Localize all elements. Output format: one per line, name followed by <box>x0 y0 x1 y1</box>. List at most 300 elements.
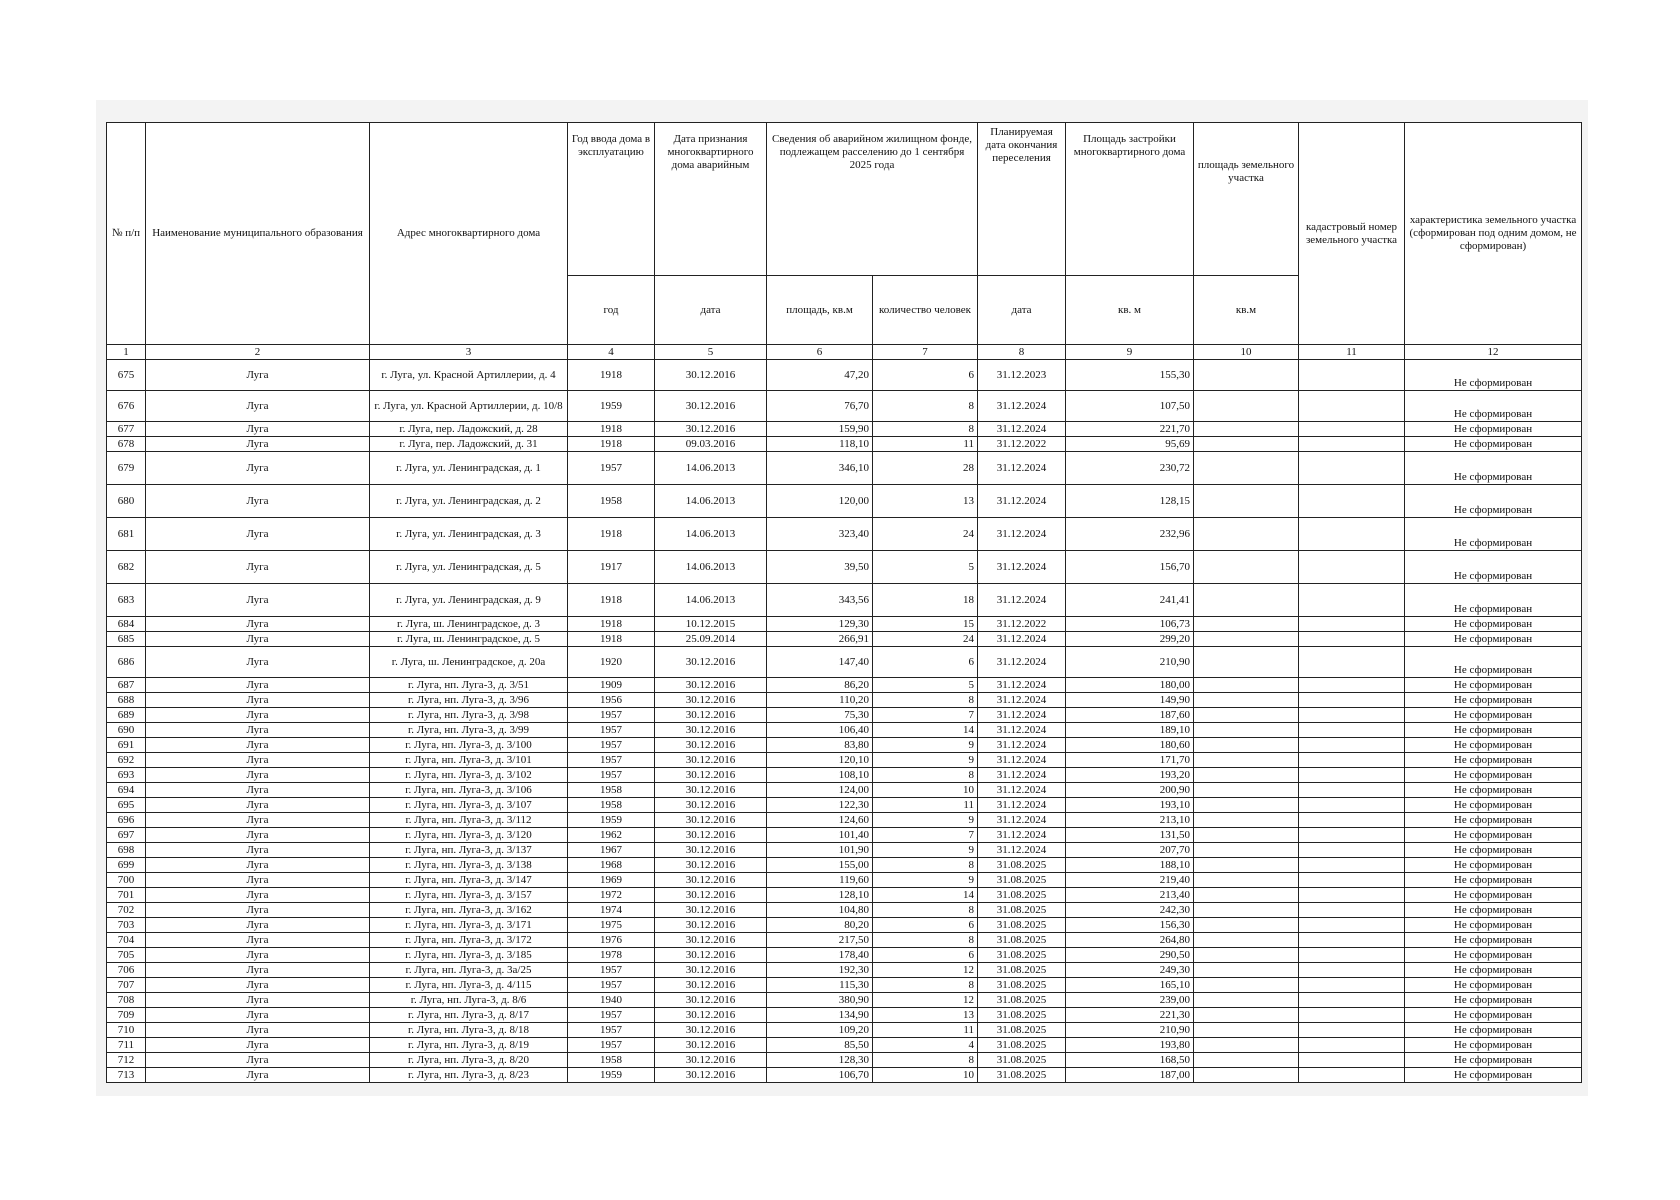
table-header <box>107 123 1582 360</box>
area-cell: 110,20 <box>767 693 873 708</box>
cadastral-number-cell <box>1299 948 1405 963</box>
emergency-date-cell: 30.12.2016 <box>655 678 767 693</box>
municipality-cell: Луга <box>146 828 370 843</box>
emergency-date-cell: 30.12.2016 <box>655 1053 767 1068</box>
people-count-cell: 8 <box>873 768 978 783</box>
people-count-cell: 12 <box>873 993 978 1008</box>
cadastral-number-cell <box>1299 843 1405 858</box>
municipality-cell: Луга <box>146 551 370 584</box>
area-cell: 83,80 <box>767 738 873 753</box>
municipality-cell: Луга <box>146 452 370 485</box>
emergency-date-cell: 14.06.2013 <box>655 485 767 518</box>
emergency-date-cell: 30.12.2016 <box>655 948 767 963</box>
area-cell: 266,91 <box>767 632 873 647</box>
area-cell: 129,30 <box>767 617 873 632</box>
area-cell: 120,00 <box>767 485 873 518</box>
address-cell: г. Луга, нп. Луга-3, д. 3/99 <box>370 723 568 738</box>
land-area-cell <box>1194 843 1299 858</box>
row-number-cell: 696 <box>107 813 146 828</box>
table-row <box>107 948 1582 963</box>
people-count-cell: 8 <box>873 391 978 422</box>
municipality-cell: Луга <box>146 723 370 738</box>
resettlement-date-cell: 31.12.2024 <box>978 753 1066 768</box>
people-count-cell: 6 <box>873 360 978 391</box>
land-status-cell: Не сформирован <box>1405 485 1582 518</box>
row-number-cell: 681 <box>107 518 146 551</box>
row-number-cell: 685 <box>107 632 146 647</box>
address-cell: г. Луга, нп. Луга-3, д. 3а/25 <box>370 963 568 978</box>
year-built-cell: 1956 <box>568 693 655 708</box>
building-area-cell: 193,10 <box>1066 798 1194 813</box>
table-row <box>107 888 1582 903</box>
cadastral-number-cell <box>1299 858 1405 873</box>
resettlement-date-cell: 31.12.2024 <box>978 798 1066 813</box>
building-area-cell: 106,73 <box>1066 617 1194 632</box>
table-row <box>107 452 1582 485</box>
row-number-cell: 706 <box>107 963 146 978</box>
address-cell: г. Луга, пер. Ладожский, д. 28 <box>370 422 568 437</box>
cadastral-number-cell <box>1299 584 1405 617</box>
area-cell: 128,30 <box>767 1053 873 1068</box>
address-cell: г. Луга, нп. Луга-3, д. 3/138 <box>370 858 568 873</box>
year-built-cell: 1976 <box>568 933 655 948</box>
year-built-cell: 1957 <box>568 452 655 485</box>
resettlement-date-cell: 31.08.2025 <box>978 918 1066 933</box>
municipality-cell: Луга <box>146 437 370 452</box>
resettlement-date-cell: 31.12.2024 <box>978 452 1066 485</box>
building-area-cell: 107,50 <box>1066 391 1194 422</box>
resettlement-date-cell: 31.12.2024 <box>978 391 1066 422</box>
land-area-cell <box>1194 978 1299 993</box>
municipality-cell: Луга <box>146 813 370 828</box>
cadastral-number-cell <box>1299 753 1405 768</box>
people-count-cell: 6 <box>873 948 978 963</box>
address-cell: г. Луга, ул. Ленинградская, д. 5 <box>370 551 568 584</box>
emergency-date-cell: 30.12.2016 <box>655 422 767 437</box>
building-area-cell: 193,80 <box>1066 1038 1194 1053</box>
row-number-cell: 676 <box>107 391 146 422</box>
land-status-cell: Не сформирован <box>1405 647 1582 678</box>
land-area-cell <box>1194 948 1299 963</box>
year-built-cell: 1968 <box>568 858 655 873</box>
row-number-cell: 700 <box>107 873 146 888</box>
land-area-cell <box>1194 693 1299 708</box>
people-count-cell: 8 <box>873 1053 978 1068</box>
people-count-cell: 8 <box>873 858 978 873</box>
emergency-date-cell: 30.12.2016 <box>655 978 767 993</box>
land-status-cell: Не сформирован <box>1405 1068 1582 1083</box>
land-status-cell: Не сформирован <box>1405 873 1582 888</box>
table-row <box>107 1038 1582 1053</box>
land-status-cell: Не сформирован <box>1405 708 1582 723</box>
land-status-cell: Не сформирован <box>1405 843 1582 858</box>
building-area-cell: 241,41 <box>1066 584 1194 617</box>
land-status-cell: Не сформирован <box>1405 391 1582 422</box>
people-count-cell: 15 <box>873 617 978 632</box>
resettlement-date-cell: 31.12.2024 <box>978 738 1066 753</box>
row-number-cell: 707 <box>107 978 146 993</box>
row-number-cell: 688 <box>107 693 146 708</box>
resettlement-date-cell: 31.08.2025 <box>978 858 1066 873</box>
cadastral-number-cell <box>1299 551 1405 584</box>
land-status-cell: Не сформирован <box>1405 828 1582 843</box>
building-area-cell: 149,90 <box>1066 693 1194 708</box>
year-built-cell: 1940 <box>568 993 655 1008</box>
row-number-cell: 698 <box>107 843 146 858</box>
building-area-cell: 221,70 <box>1066 422 1194 437</box>
table-row <box>107 693 1582 708</box>
table-row <box>107 813 1582 828</box>
row-number-cell: 695 <box>107 798 146 813</box>
municipality-cell: Луга <box>146 738 370 753</box>
people-count-cell: 11 <box>873 437 978 452</box>
land-area-cell <box>1194 768 1299 783</box>
cadastral-number-cell <box>1299 518 1405 551</box>
resettlement-date-cell: 31.12.2024 <box>978 723 1066 738</box>
municipality-cell: Луга <box>146 693 370 708</box>
people-count-cell: 8 <box>873 903 978 918</box>
row-number-cell: 686 <box>107 647 146 678</box>
land-status-cell: Не сформирован <box>1405 452 1582 485</box>
land-area-cell <box>1194 888 1299 903</box>
table-row <box>107 1053 1582 1068</box>
area-cell: 115,30 <box>767 978 873 993</box>
address-cell: г. Луга, нп. Луга-3, д. 8/20 <box>370 1053 568 1068</box>
resettlement-date-cell: 31.08.2025 <box>978 933 1066 948</box>
cadastral-number-cell <box>1299 422 1405 437</box>
municipality-cell: Луга <box>146 1008 370 1023</box>
municipality-cell: Луга <box>146 518 370 551</box>
cadastral-number-cell <box>1299 783 1405 798</box>
resettlement-date-cell: 31.08.2025 <box>978 948 1066 963</box>
people-count-cell: 14 <box>873 888 978 903</box>
land-status-cell: Не сформирован <box>1405 903 1582 918</box>
building-area-cell: 180,60 <box>1066 738 1194 753</box>
address-cell: г. Луга, нп. Луга-3, д. 3/98 <box>370 708 568 723</box>
resettlement-date-cell: 31.08.2025 <box>978 1068 1066 1083</box>
municipality-cell: Луга <box>146 948 370 963</box>
people-count-cell: 9 <box>873 873 978 888</box>
address-cell: г. Луга, нп. Луга-3, д. 3/120 <box>370 828 568 843</box>
area-cell: 178,40 <box>767 948 873 963</box>
emergency-date-cell: 30.12.2016 <box>655 647 767 678</box>
row-number-cell: 699 <box>107 858 146 873</box>
emergency-date-cell: 25.09.2014 <box>655 632 767 647</box>
resettlement-date-cell: 31.08.2025 <box>978 888 1066 903</box>
land-status-cell: Не сформирован <box>1405 978 1582 993</box>
people-count-cell: 8 <box>873 978 978 993</box>
land-status-cell: Не сформирован <box>1405 753 1582 768</box>
land-area-cell <box>1194 485 1299 518</box>
row-number-cell: 705 <box>107 948 146 963</box>
year-built-cell: 1958 <box>568 783 655 798</box>
row-number-cell: 689 <box>107 708 146 723</box>
year-built-cell: 1957 <box>568 963 655 978</box>
people-count-cell: 24 <box>873 632 978 647</box>
address-cell: г. Луга, ул. Ленинградская, д. 1 <box>370 452 568 485</box>
land-area-cell <box>1194 918 1299 933</box>
land-status-cell: Не сформирован <box>1405 723 1582 738</box>
building-area-cell: 188,10 <box>1066 858 1194 873</box>
table-row <box>107 843 1582 858</box>
land-area-cell <box>1194 617 1299 632</box>
area-cell: 192,30 <box>767 963 873 978</box>
table-row <box>107 422 1582 437</box>
column-number: 5 <box>655 345 767 360</box>
table-row <box>107 708 1582 723</box>
address-cell: г. Луга, нп. Луга-3, д. 8/19 <box>370 1038 568 1053</box>
land-status-cell: Не сформирован <box>1405 933 1582 948</box>
people-count-cell: 6 <box>873 918 978 933</box>
emergency-date-cell: 30.12.2016 <box>655 888 767 903</box>
year-built-cell: 1959 <box>568 1068 655 1083</box>
people-count-cell: 13 <box>873 1008 978 1023</box>
people-count-cell: 7 <box>873 708 978 723</box>
people-count-cell: 9 <box>873 843 978 858</box>
subheader-area: площадь, кв.м <box>767 276 873 345</box>
cadastral-number-cell <box>1299 918 1405 933</box>
building-area-cell: 156,30 <box>1066 918 1194 933</box>
address-cell: г. Луга, ул. Ленинградская, д. 9 <box>370 584 568 617</box>
municipality-cell: Луга <box>146 873 370 888</box>
area-cell: 86,20 <box>767 678 873 693</box>
row-number-cell: 712 <box>107 1053 146 1068</box>
building-area-cell: 128,15 <box>1066 485 1194 518</box>
table-row <box>107 933 1582 948</box>
municipality-cell: Луга <box>146 678 370 693</box>
year-built-cell: 1917 <box>568 551 655 584</box>
resettlement-date-cell: 31.12.2024 <box>978 551 1066 584</box>
table-row <box>107 918 1582 933</box>
building-area-cell: 155,30 <box>1066 360 1194 391</box>
year-built-cell: 1918 <box>568 422 655 437</box>
row-number-cell: 711 <box>107 1038 146 1053</box>
row-number-cell: 679 <box>107 452 146 485</box>
table-row <box>107 738 1582 753</box>
table-row <box>107 617 1582 632</box>
municipality-cell: Луга <box>146 978 370 993</box>
land-area-cell <box>1194 678 1299 693</box>
year-built-cell: 1957 <box>568 1023 655 1038</box>
year-built-cell: 1957 <box>568 708 655 723</box>
people-count-cell: 24 <box>873 518 978 551</box>
row-number-cell: 680 <box>107 485 146 518</box>
land-status-cell: Не сформирован <box>1405 518 1582 551</box>
land-status-cell: Не сформирован <box>1405 1053 1582 1068</box>
emergency-date-cell: 30.12.2016 <box>655 768 767 783</box>
emergency-date-cell: 14.06.2013 <box>655 584 767 617</box>
area-cell: 323,40 <box>767 518 873 551</box>
building-area-cell: 299,20 <box>1066 632 1194 647</box>
municipality-cell: Луга <box>146 993 370 1008</box>
year-built-cell: 1909 <box>568 678 655 693</box>
address-cell: г. Луга, нп. Луга-3, д. 8/18 <box>370 1023 568 1038</box>
building-area-cell: 210,90 <box>1066 1023 1194 1038</box>
people-count-cell: 9 <box>873 738 978 753</box>
year-built-cell: 1978 <box>568 948 655 963</box>
address-cell: г. Луга, ул. Красной Артиллерии, д. 4 <box>370 360 568 391</box>
address-cell: г. Луга, нп. Луга-3, д. 8/23 <box>370 1068 568 1083</box>
year-built-cell: 1957 <box>568 978 655 993</box>
year-built-cell: 1959 <box>568 391 655 422</box>
area-cell: 380,90 <box>767 993 873 1008</box>
resettlement-date-cell: 31.12.2024 <box>978 783 1066 798</box>
resettlement-date-cell: 31.12.2024 <box>978 843 1066 858</box>
emergency-date-cell: 30.12.2016 <box>655 828 767 843</box>
municipality-cell: Луга <box>146 1053 370 1068</box>
people-count-cell: 8 <box>873 933 978 948</box>
building-area-cell: 207,70 <box>1066 843 1194 858</box>
people-count-cell: 8 <box>873 693 978 708</box>
land-status-cell: Не сформирован <box>1405 360 1582 391</box>
emergency-date-cell: 30.12.2016 <box>655 723 767 738</box>
area-cell: 120,10 <box>767 753 873 768</box>
area-cell: 85,50 <box>767 1038 873 1053</box>
land-area-cell <box>1194 873 1299 888</box>
row-number-cell: 693 <box>107 768 146 783</box>
header-emergency-date: Дата признания многоквартирного дома аварийным <box>655 123 767 276</box>
land-status-cell: Не сформирован <box>1405 813 1582 828</box>
people-count-cell: 6 <box>873 647 978 678</box>
address-cell: г. Луга, нп. Луга-3, д. 3/102 <box>370 768 568 783</box>
municipality-cell: Луга <box>146 617 370 632</box>
land-area-cell <box>1194 798 1299 813</box>
resettlement-date-cell: 31.08.2025 <box>978 873 1066 888</box>
land-status-cell: Не сформирован <box>1405 437 1582 452</box>
row-number-cell: 697 <box>107 828 146 843</box>
area-cell: 124,00 <box>767 783 873 798</box>
header-address: Адрес многоквартирного дома <box>370 123 568 345</box>
area-cell: 119,60 <box>767 873 873 888</box>
year-built-cell: 1975 <box>568 918 655 933</box>
building-area-cell: 165,10 <box>1066 978 1194 993</box>
emergency-date-cell: 30.12.2016 <box>655 783 767 798</box>
land-area-cell <box>1194 551 1299 584</box>
resettlement-date-cell: 31.12.2024 <box>978 813 1066 828</box>
emergency-date-cell: 30.12.2016 <box>655 933 767 948</box>
emergency-date-cell: 30.12.2016 <box>655 798 767 813</box>
area-cell: 101,90 <box>767 843 873 858</box>
subheader-date: дата <box>655 276 767 345</box>
resettlement-date-cell: 31.08.2025 <box>978 1038 1066 1053</box>
cadastral-number-cell <box>1299 798 1405 813</box>
row-number-cell: 692 <box>107 753 146 768</box>
address-cell: г. Луга, ул. Ленинградская, д. 3 <box>370 518 568 551</box>
address-cell: г. Луга, нп. Луга-3, д. 3/96 <box>370 693 568 708</box>
table-row <box>107 678 1582 693</box>
header-emergency-fund: Сведения об аварийном жилищном фонде, подлежащем расселению до 1 сентября 2025 года <box>767 123 978 276</box>
address-cell: г. Луга, ш. Ленинградское, д. 3 <box>370 617 568 632</box>
land-area-cell <box>1194 647 1299 678</box>
land-status-cell: Не сформирован <box>1405 551 1582 584</box>
land-area-cell <box>1194 903 1299 918</box>
resettlement-date-cell: 31.08.2025 <box>978 963 1066 978</box>
land-status-cell: Не сформирован <box>1405 948 1582 963</box>
row-number-cell: 690 <box>107 723 146 738</box>
land-area-cell <box>1194 993 1299 1008</box>
address-cell: г. Луга, пер. Ладожский, д. 31 <box>370 437 568 452</box>
row-number-cell: 687 <box>107 678 146 693</box>
column-number: 4 <box>568 345 655 360</box>
column-number: 11 <box>1299 345 1405 360</box>
emergency-date-cell: 30.12.2016 <box>655 738 767 753</box>
people-count-cell: 11 <box>873 798 978 813</box>
area-cell: 101,40 <box>767 828 873 843</box>
area-cell: 122,30 <box>767 798 873 813</box>
building-area-cell: 180,00 <box>1066 678 1194 693</box>
cadastral-number-cell <box>1299 933 1405 948</box>
address-cell: г. Луга, ул. Ленинградская, д. 2 <box>370 485 568 518</box>
table-row <box>107 978 1582 993</box>
cadastral-number-cell <box>1299 437 1405 452</box>
building-area-cell: 187,00 <box>1066 1068 1194 1083</box>
table-row <box>107 873 1582 888</box>
land-area-cell <box>1194 1068 1299 1083</box>
land-status-cell: Не сформирован <box>1405 584 1582 617</box>
municipality-cell: Луга <box>146 918 370 933</box>
people-count-cell: 7 <box>873 828 978 843</box>
address-cell: г. Луга, нп. Луга-3, д. 4/115 <box>370 978 568 993</box>
emergency-date-cell: 30.12.2016 <box>655 903 767 918</box>
cadastral-number-cell <box>1299 723 1405 738</box>
municipality-cell: Луга <box>146 783 370 798</box>
land-area-cell <box>1194 738 1299 753</box>
subheader-building-area-unit: кв. м <box>1066 276 1194 345</box>
cadastral-number-cell <box>1299 873 1405 888</box>
row-number-cell: 702 <box>107 903 146 918</box>
land-status-cell: Не сформирован <box>1405 963 1582 978</box>
municipality-cell: Луга <box>146 485 370 518</box>
table-row <box>107 1023 1582 1038</box>
area-cell: 343,56 <box>767 584 873 617</box>
area-cell: 155,00 <box>767 858 873 873</box>
emergency-date-cell: 30.12.2016 <box>655 1023 767 1038</box>
address-cell: г. Луга, нп. Луга-3, д. 3/157 <box>370 888 568 903</box>
address-cell: г. Луга, нп. Луга-3, д. 3/185 <box>370 948 568 963</box>
cadastral-number-cell <box>1299 963 1405 978</box>
resettlement-date-cell: 31.12.2024 <box>978 422 1066 437</box>
cadastral-number-cell <box>1299 828 1405 843</box>
year-built-cell: 1972 <box>568 888 655 903</box>
address-cell: г. Луга, нп. Луга-3, д. 3/51 <box>370 678 568 693</box>
table-row <box>107 632 1582 647</box>
emergency-date-cell: 14.06.2013 <box>655 452 767 485</box>
table-row <box>107 485 1582 518</box>
resettlement-date-cell: 31.12.2024 <box>978 768 1066 783</box>
land-area-cell <box>1194 753 1299 768</box>
cadastral-number-cell <box>1299 978 1405 993</box>
address-cell: г. Луга, нп. Луга-3, д. 3/162 <box>370 903 568 918</box>
resettlement-date-cell: 31.12.2024 <box>978 632 1066 647</box>
building-area-cell: 171,70 <box>1066 753 1194 768</box>
year-built-cell: 1958 <box>568 485 655 518</box>
header-building-area: Площадь застройки многоквартирного дома <box>1066 123 1194 276</box>
land-status-cell: Не сформирован <box>1405 888 1582 903</box>
year-built-cell: 1918 <box>568 617 655 632</box>
resettlement-date-cell: 31.08.2025 <box>978 1053 1066 1068</box>
cadastral-number-cell <box>1299 813 1405 828</box>
people-count-cell: 10 <box>873 1068 978 1083</box>
people-count-cell: 13 <box>873 485 978 518</box>
emergency-date-cell: 30.12.2016 <box>655 360 767 391</box>
header-year-built: Год ввода дома в эксплуатацию <box>568 123 655 276</box>
land-status-cell: Не сформирован <box>1405 1023 1582 1038</box>
header-row-number: № п/п <box>107 123 146 345</box>
table-row <box>107 1068 1582 1083</box>
resettlement-date-cell: 31.12.2024 <box>978 518 1066 551</box>
building-area-cell: 249,30 <box>1066 963 1194 978</box>
people-count-cell: 14 <box>873 723 978 738</box>
